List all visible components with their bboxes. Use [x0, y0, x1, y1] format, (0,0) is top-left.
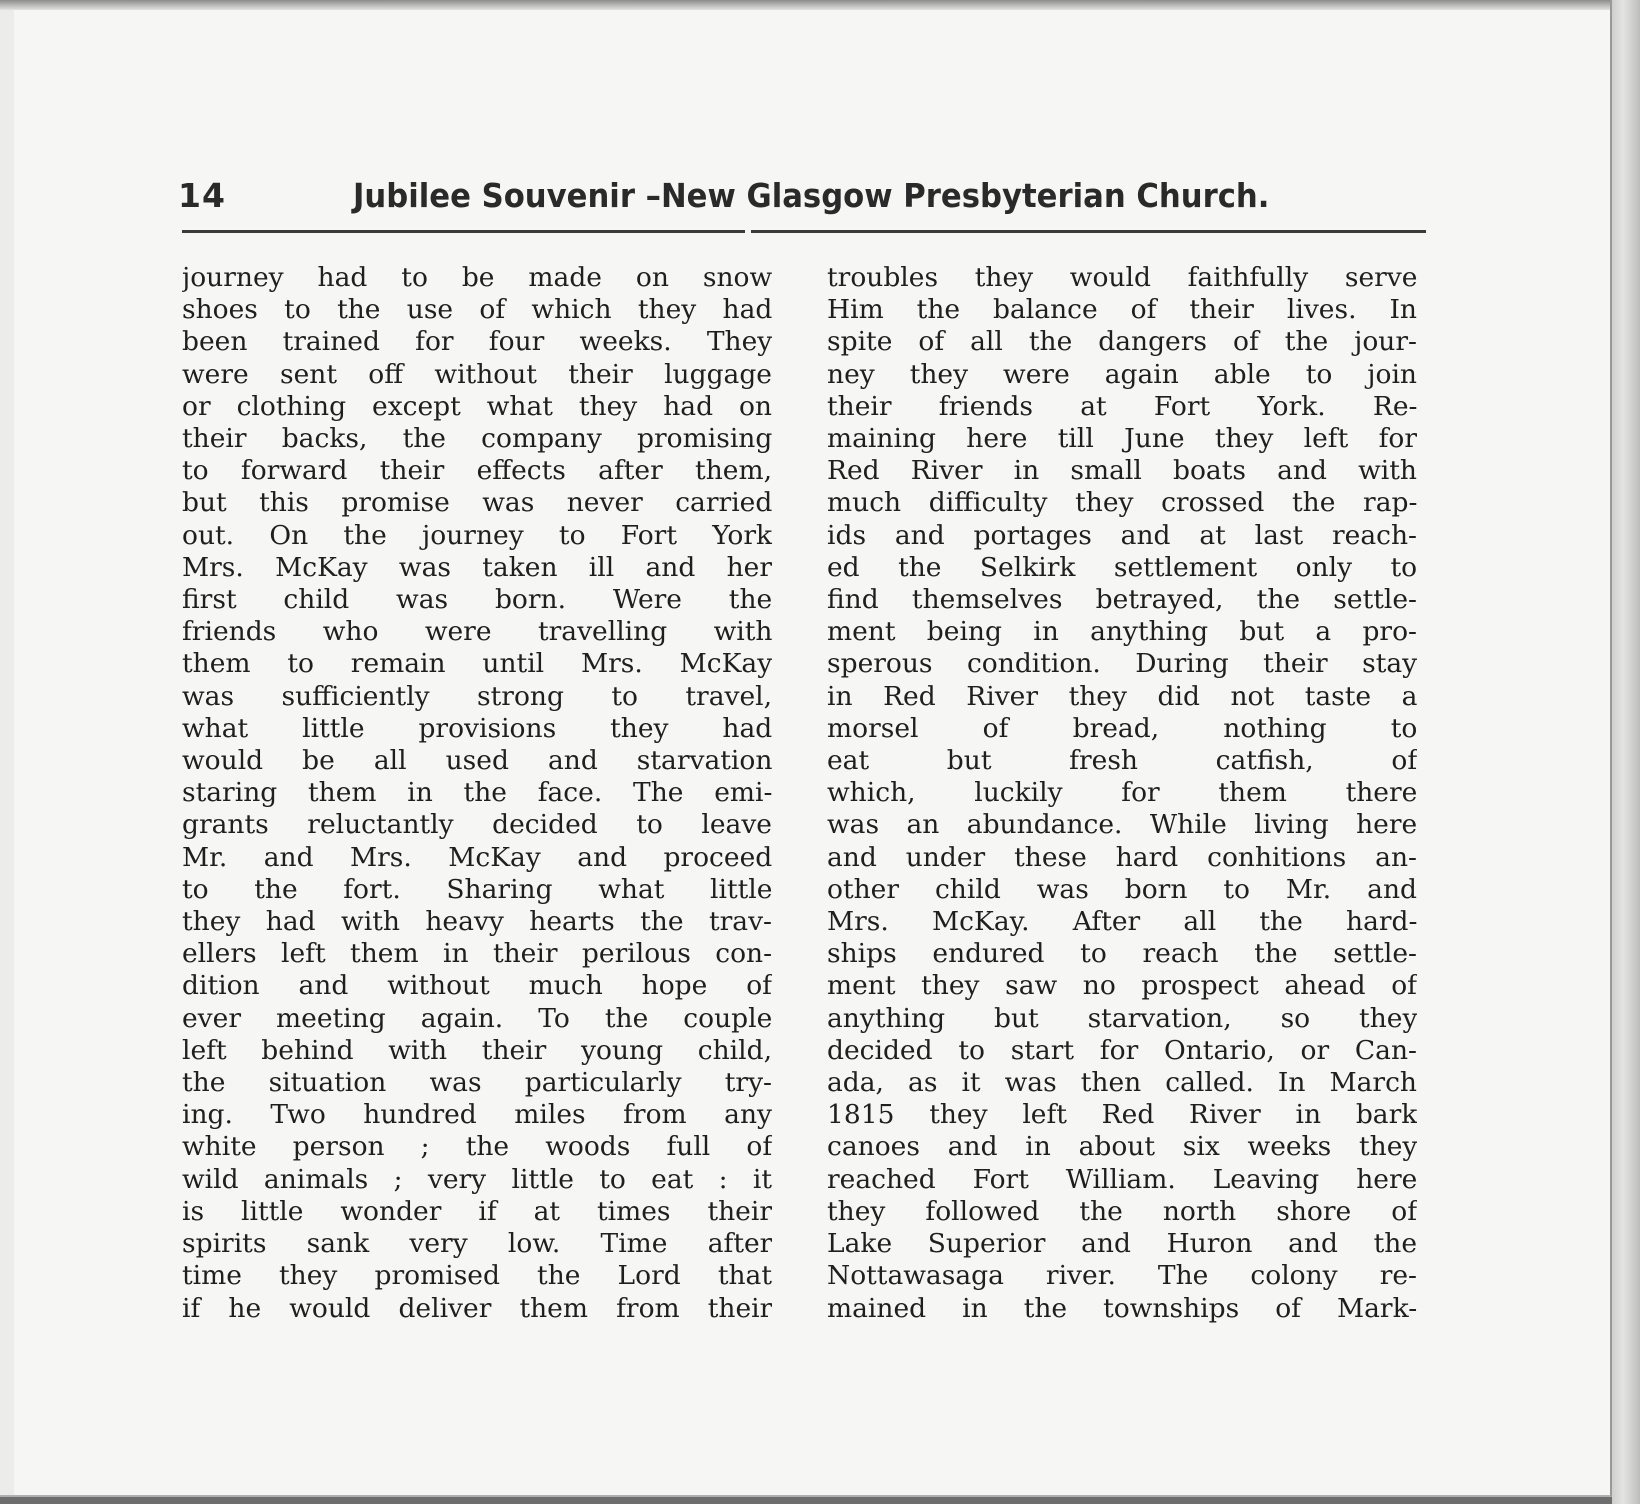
text-line: spirits sank very low. Time after [182, 1228, 772, 1260]
text-line: anything but starvation, so they [827, 1002, 1417, 1034]
text-line: ids and portages and at last reach- [827, 519, 1417, 551]
text-line: ment being in anything but a pro- [827, 616, 1417, 648]
text-line: friends who were travelling with [182, 616, 772, 648]
text-line: Mrs. McKay. After all the hard- [827, 906, 1417, 938]
text-line: ment they saw no prospect ahead of [827, 970, 1417, 1002]
text-line: Nottawasaga river. The colony re- [827, 1260, 1417, 1292]
text-line: was an abundance. While living here [827, 809, 1417, 841]
text-line: them to remain until Mrs. McKay [182, 648, 772, 680]
text-line: ing. Two hundred miles from any [182, 1099, 772, 1131]
text-line: left behind with their young child, [182, 1034, 772, 1066]
text-line: would be all used and starvation [182, 745, 772, 777]
text-line: mained in the townships of Mark- [827, 1292, 1417, 1324]
text-line: first child was born. Were the [182, 584, 772, 616]
text-line: what little provisions they had [182, 712, 772, 744]
text-line: 1815 they left Red River in bark [827, 1099, 1417, 1131]
text-line: maining here till June they left for [827, 423, 1417, 455]
text-line: journey had to be made on snow [182, 262, 772, 293]
text-line: was sufficiently strong to travel, [182, 680, 772, 712]
text-line: they had with heavy hearts the trav- [182, 906, 772, 938]
header-rule-gap [745, 228, 751, 236]
text-line: grants reluctantly decided to leave [182, 809, 772, 841]
text-line: Mrs. McKay was taken ill and her [182, 551, 772, 583]
text-line: sperous condition. During their stay [827, 648, 1417, 680]
text-line: they followed the north shore of [827, 1195, 1417, 1227]
text-line: Mr. and Mrs. McKay and proceed [182, 841, 772, 873]
text-line: were sent off without their luggage [182, 358, 772, 390]
text-line: out. On the journey to Fort York [182, 519, 772, 551]
header-rule [182, 230, 1426, 233]
text-line: much difficulty they crossed the rap- [827, 487, 1417, 519]
text-line: ever meeting again. To the couple [182, 1002, 772, 1034]
text-line: Lake Superior and Huron and the [827, 1228, 1417, 1260]
text-line: time they promised the Lord that [182, 1260, 772, 1292]
text-line: is little wonder if at times their [182, 1195, 772, 1227]
right-column [827, 262, 1417, 1325]
text-line: morsel of bread, nothing to [827, 712, 1417, 744]
text-line: Him the balance of their lives. In [827, 294, 1417, 326]
text-line: and under these hard conhitions an- [827, 841, 1417, 873]
text-line: been trained for four weeks. They [182, 326, 772, 358]
text-line: troubles they would faithfully serve [827, 262, 1417, 293]
page-header [178, 176, 1426, 224]
text-line: in Red River they did not taste a [827, 680, 1417, 712]
text-line: the situation was particularly try- [182, 1067, 772, 1099]
scan-top-edge [0, 0, 1610, 10]
text-line: spite of all the dangers of the jour- [827, 326, 1417, 358]
text-line: their friends at Fort York. Re- [827, 390, 1417, 422]
text-line: ships endured to reach the settle- [827, 938, 1417, 970]
text-line: ed the Selkirk settlement only to [827, 551, 1417, 583]
next-page-edge [1612, 0, 1640, 1504]
text-line: wild animals ; very little to eat : it [182, 1163, 772, 1195]
text-line: dition and without much hope of [182, 970, 772, 1002]
text-line: ney they were again able to join [827, 358, 1417, 390]
text-line: which, luckily for them there [827, 777, 1417, 809]
page-number: 14 [178, 176, 226, 215]
text-line: canoes and in about six weeks they [827, 1131, 1417, 1163]
text-line: white person ; the woods full of [182, 1131, 772, 1163]
text-line: shoes to the use of which they had [182, 294, 772, 326]
running-title: Jubilee Souvenir –New Glasgow Presbyterian Church. [353, 176, 1270, 215]
text-line: Red River in small boats and with [827, 455, 1417, 487]
text-line: ada, as it was then called. In March [827, 1067, 1417, 1099]
text-line: reached Fort William. Leaving here [827, 1163, 1417, 1195]
text-line: to the fort. Sharing what little [182, 873, 772, 905]
text-line: find themselves betrayed, the settle- [827, 584, 1417, 616]
text-line: staring them in the face. The emi- [182, 777, 772, 809]
text-line: to forward their effects after them, [182, 455, 772, 487]
text-line: ellers left them in their perilous con- [182, 938, 772, 970]
text-line: if he would deliver them from their [182, 1292, 772, 1324]
text-line: decided to start for Ontario, or Can- [827, 1034, 1417, 1066]
text-line: eat but fresh catfish, of [827, 745, 1417, 777]
text-line: but this promise was never carried [182, 487, 772, 519]
text-line: or clothing except what they had on [182, 390, 772, 422]
left-column [182, 262, 772, 1325]
text-line: their backs, the company promising [182, 423, 772, 455]
text-line: other child was born to Mr. and [827, 873, 1417, 905]
